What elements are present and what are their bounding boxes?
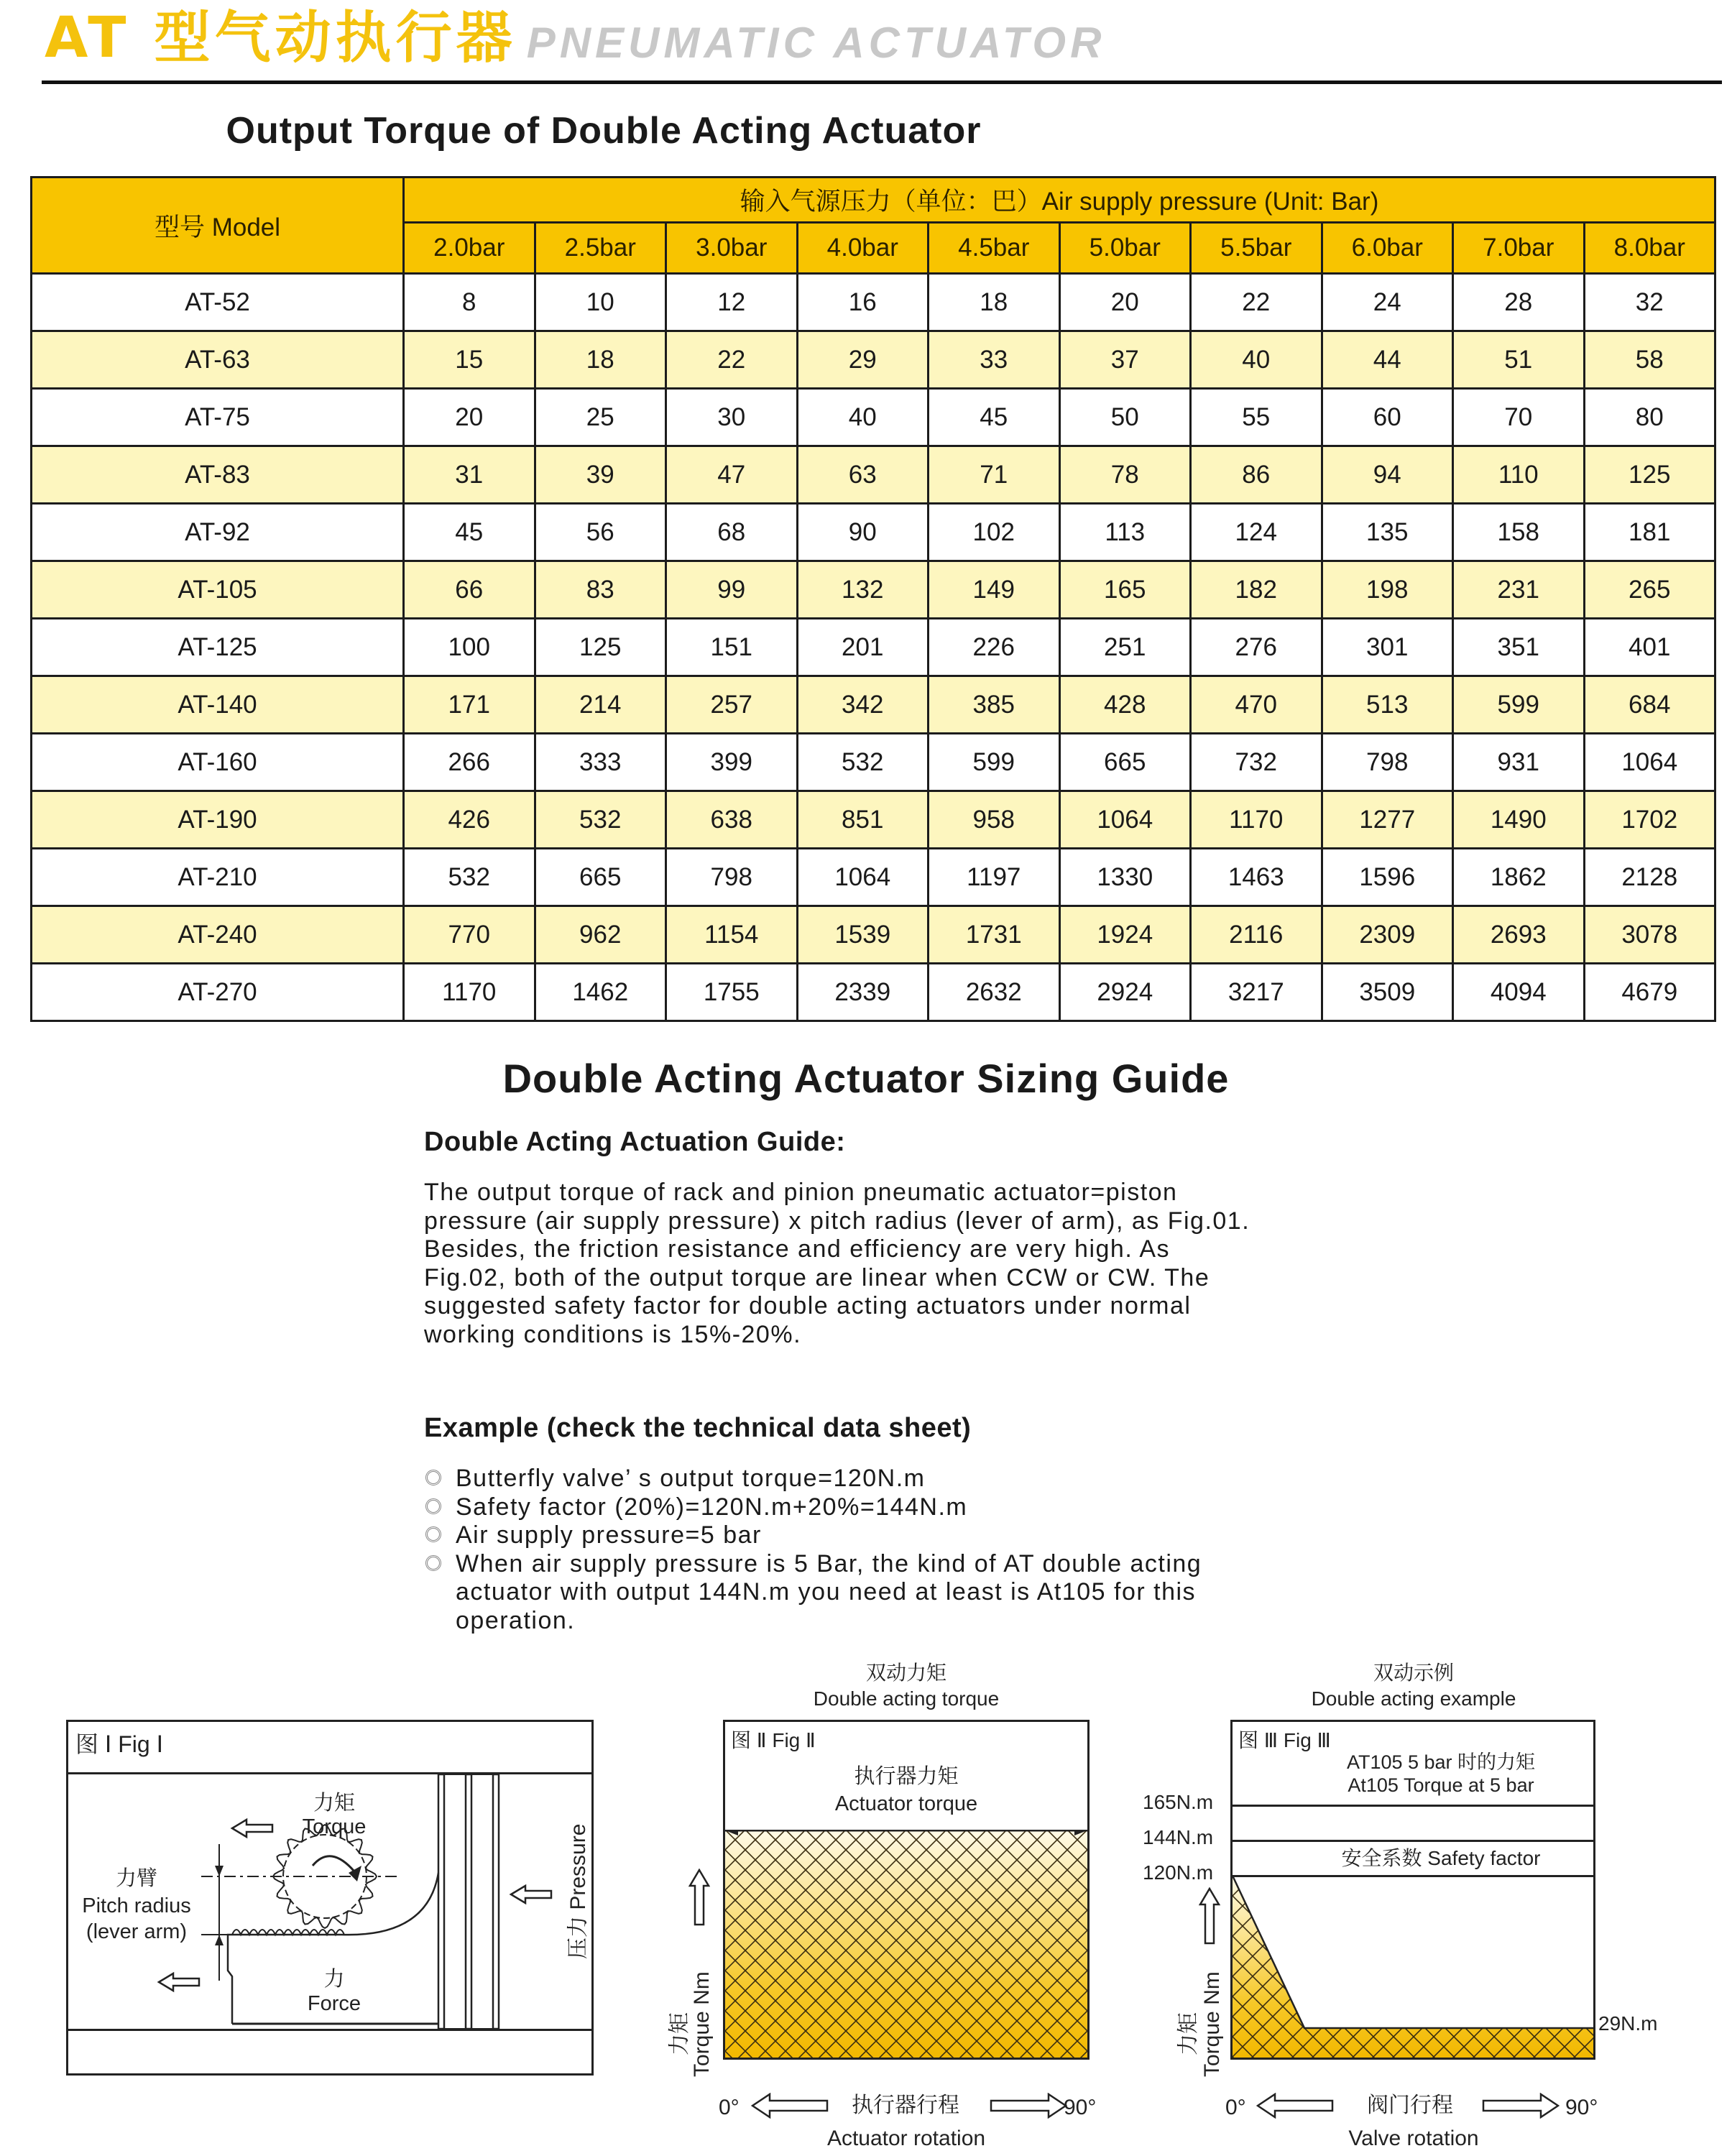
table-row [32, 561, 1715, 619]
torque-cell: 22 [1191, 274, 1322, 331]
torque-cell: 80 [1584, 389, 1715, 446]
line-144 [1233, 1840, 1593, 1842]
torque-cell: 426 [404, 791, 535, 849]
torque-cell: 30 [666, 389, 798, 446]
torque-cell: 47 [666, 446, 798, 504]
torque-cell: 428 [1059, 676, 1191, 734]
torque-cell: 931 [1453, 734, 1585, 791]
table-row [32, 676, 1715, 734]
torque-cell: 25 [535, 389, 666, 446]
torque-cell: 2309 [1322, 906, 1453, 964]
torque-cell: 665 [535, 849, 666, 906]
pressure-label: 压力 Pressure [566, 1823, 590, 1959]
torque-cell: 15 [404, 331, 535, 389]
figure-3-y-axis-en: Torque Nm [1200, 1971, 1224, 2077]
torque-cell: 1731 [929, 906, 1060, 964]
torque-cell: 8 [404, 274, 535, 331]
torque-cell: 684 [1584, 676, 1715, 734]
figure-1-rack-pinion [66, 1720, 594, 2076]
model-cell: AT-240 [32, 906, 404, 964]
torque-cell: 333 [535, 734, 666, 791]
bullet-circle-icon [425, 1526, 441, 1542]
torque-cell: 39 [535, 446, 666, 504]
model-cell: AT-125 [32, 619, 404, 676]
pressure-header-cell: 7.0bar [1453, 223, 1585, 274]
force-label-en: Force [307, 1992, 361, 2015]
model-cell: AT-75 [32, 389, 404, 446]
torque-cell: 90 [797, 504, 929, 561]
pressure-header-cell: 8.0bar [1584, 223, 1715, 274]
torque-cell: 68 [666, 504, 798, 561]
pressure-header-cell: 2.0bar [404, 223, 535, 274]
torque-cell: 1330 [1059, 849, 1191, 906]
model-column-header: 型号 Model [32, 178, 404, 274]
torque-cell: 665 [1059, 734, 1191, 791]
torque-cell: 12 [666, 274, 798, 331]
list-item: When air supply pressure is 5 Bar, the kind of AT double acting actuator with output 144N.m you need at least is At105 for this operation. [424, 1550, 1250, 1636]
torque-cell: 2128 [1584, 849, 1715, 906]
example-title: Example (check the technical data sheet) [424, 1413, 972, 1443]
tick-120: 120N.m [1143, 1861, 1214, 1884]
torque-cell: 40 [1191, 331, 1322, 389]
torque-cell: 16 [797, 274, 929, 331]
torque-cell: 276 [1191, 619, 1322, 676]
torque-cell: 51 [1453, 331, 1585, 389]
sizing-guide-title: Double Acting Actuator Sizing Guide [502, 1056, 1230, 1101]
torque-cell: 18 [929, 274, 1060, 331]
table-row [32, 446, 1715, 504]
table-row [32, 619, 1715, 676]
torque-cell: 4679 [1584, 964, 1715, 1021]
figure-2-caption-en: Double acting torque [813, 1687, 1000, 1710]
torque-label-cn: 力矩 [313, 1792, 355, 1815]
pressure-header-cell: 4.5bar [929, 223, 1060, 274]
torque-cell: 962 [535, 906, 666, 964]
torque-cell: 171 [404, 676, 535, 734]
end-value-29: 29N.m [1598, 2012, 1658, 2035]
torque-cell: 70 [1453, 389, 1585, 446]
left-arrow-icon [1256, 2093, 1335, 2119]
table-row [32, 849, 1715, 906]
torque-cell: 22 [666, 331, 798, 389]
figure-3-x-axis-cn: 阀门行程 [1367, 2093, 1453, 2117]
torque-cell: 113 [1059, 504, 1191, 561]
torque-cell: 266 [404, 734, 535, 791]
pressure-header-cell: 5.0bar [1059, 223, 1191, 274]
torque-cell: 83 [535, 561, 666, 619]
hatched-torque-area [725, 1830, 1087, 2058]
torque-cell: 32 [1584, 274, 1715, 331]
torque-cell: 1463 [1191, 849, 1322, 906]
torque-cell: 50 [1059, 389, 1191, 446]
torque-cell: 44 [1322, 331, 1453, 389]
line-165 [1233, 1805, 1593, 1807]
torque-cell: 599 [1453, 676, 1585, 734]
figure-2-y-axis-en: Torque Nm [690, 1971, 714, 2077]
list-item: Air supply pressure=5 bar [424, 1521, 1250, 1550]
torque-cell: 251 [1059, 619, 1191, 676]
torque-cell: 198 [1322, 561, 1453, 619]
pitch-radius-label-en: Pitch radius [82, 1894, 191, 1917]
actuator-torque-en: Actuator torque [834, 1792, 978, 1815]
torque-cell: 1924 [1059, 906, 1191, 964]
torque-cell: 2924 [1059, 964, 1191, 1021]
torque-cell: 1277 [1322, 791, 1453, 849]
pressure-header-cell: 4.0bar [797, 223, 929, 274]
model-cell: AT-105 [32, 561, 404, 619]
table-row [32, 389, 1715, 446]
brand-title-en: PNEUMATIC ACTUATOR [526, 19, 1106, 67]
torque-table [30, 176, 1716, 1022]
torque-cell: 45 [404, 504, 535, 561]
torque-cell: 40 [797, 389, 929, 446]
torque-cell: 1596 [1322, 849, 1453, 906]
torque-cell: 1702 [1584, 791, 1715, 849]
torque-cell: 165 [1059, 561, 1191, 619]
table-row [32, 274, 1715, 331]
torque-cell: 158 [1453, 504, 1585, 561]
torque-cell: 532 [404, 849, 535, 906]
pressure-header-cell: 3.0bar [666, 223, 798, 274]
torque-cell: 851 [797, 791, 929, 849]
torque-cell: 45 [929, 389, 1060, 446]
pressure-header-cell: 2.5bar [535, 223, 666, 274]
torque-cell: 351 [1453, 619, 1585, 676]
model-cell: AT-52 [32, 274, 404, 331]
y-axis-up-arrow-icon [688, 1869, 710, 1926]
figure-3-x-start: 0° [1225, 2096, 1246, 2119]
torque-cell: 102 [929, 504, 1060, 561]
torque-cell: 182 [1191, 561, 1322, 619]
model-cell: AT-92 [32, 504, 404, 561]
figure-2-y-axis-cn: 力矩 [668, 2012, 691, 2055]
torque-cell: 599 [929, 734, 1060, 791]
hatched-example-area [1233, 1876, 1593, 2058]
figure-3-x-end: 90° [1565, 2096, 1598, 2119]
torque-cell: 60 [1322, 389, 1453, 446]
torque-cell: 3509 [1322, 964, 1453, 1021]
model-cell: AT-210 [32, 849, 404, 906]
figure-3-caption-cn: 双动示例 [1373, 1662, 1454, 1684]
torque-cell: 71 [929, 446, 1060, 504]
figure-2-x-axis-cn: 执行器行程 [852, 2093, 959, 2117]
torque-cell: 28 [1453, 274, 1585, 331]
torque-cell: 33 [929, 331, 1060, 389]
torque-cell: 56 [535, 504, 666, 561]
lever-arm-label: (lever arm) [86, 1920, 188, 1943]
torque-cell: 3078 [1584, 906, 1715, 964]
torque-cell: 149 [929, 561, 1060, 619]
pressure-header-cell: 5.5bar [1191, 223, 1322, 274]
figure-2-torque-chart [723, 1720, 1090, 2060]
figure-2-label: 图 Ⅱ Fig Ⅱ [731, 1729, 816, 1751]
torque-cell: 124 [1191, 504, 1322, 561]
pitch-radius-label-cn: 力臂 [115, 1867, 157, 1890]
page-header [45, 6, 1105, 70]
torque-cell: 58 [1584, 331, 1715, 389]
torque-cell: 231 [1453, 561, 1585, 619]
torque-cell: 342 [797, 676, 929, 734]
torque-cell: 1154 [666, 906, 798, 964]
torque-cell: 10 [535, 274, 666, 331]
torque-cell: 532 [535, 791, 666, 849]
torque-cell: 125 [535, 619, 666, 676]
figure-2-x-start: 0° [719, 2096, 740, 2119]
torque-cell: 100 [404, 619, 535, 676]
model-cell: AT-160 [32, 734, 404, 791]
torque-cell: 99 [666, 561, 798, 619]
torque-cell: 1064 [1584, 734, 1715, 791]
torque-cell: 37 [1059, 331, 1191, 389]
torque-cell: 29 [797, 331, 929, 389]
torque-cell: 1462 [535, 964, 666, 1021]
figure-3-y-axis-cn: 力矩 [1176, 2012, 1200, 2055]
table-row [32, 504, 1715, 561]
torque-cell: 401 [1584, 619, 1715, 676]
torque-cell: 1170 [404, 964, 535, 1021]
brand-title-cn: AT 型气动执行器 [45, 6, 517, 70]
torque-cell: 20 [404, 389, 535, 446]
torque-label-en: Torque [302, 1815, 367, 1838]
table-row [32, 734, 1715, 791]
pressure-group-header: 输入气源压力（单位：巴）Air supply pressure (Unit: Bar) [404, 178, 1715, 223]
torque-cell: 798 [1322, 734, 1453, 791]
torque-cell: 1197 [929, 849, 1060, 906]
bullet-circle-icon [425, 1470, 441, 1485]
model-cell: AT-270 [32, 964, 404, 1021]
torque-cell: 2693 [1453, 906, 1585, 964]
torque-cell: 1862 [1453, 849, 1585, 906]
left-arrow-icon [751, 2093, 830, 2119]
torque-table-body [32, 274, 1715, 1021]
torque-cell: 798 [666, 849, 798, 906]
torque-cell: 470 [1191, 676, 1322, 734]
figure-3-line2: At105 Torque at 5 bar [1348, 1774, 1534, 1796]
bullet-circle-icon [425, 1498, 441, 1514]
figure-3-caption-en: Double acting example [1311, 1687, 1516, 1710]
figure-3-caption [1230, 1660, 1597, 1712]
figure-3-line1: AT105 5 bar 时的力矩 [1346, 1751, 1536, 1773]
torque-cell: 732 [1191, 734, 1322, 791]
torque-cell: 151 [666, 619, 798, 676]
figure-2-x-end: 90° [1064, 2096, 1097, 2119]
header-divider [42, 80, 1722, 84]
model-cell: AT-190 [32, 791, 404, 849]
figure-3-label: 图 Ⅲ Fig Ⅲ [1238, 1729, 1331, 1751]
actuation-guide-subtitle: Double Acting Actuation Guide: [424, 1127, 846, 1157]
torque-cell: 2116 [1191, 906, 1322, 964]
torque-cell: 55 [1191, 389, 1322, 446]
table-title: Output Torque of Double Acting Actuator [226, 110, 982, 152]
figure-2-caption-cn: 双动力矩 [865, 1662, 946, 1684]
torque-cell: 265 [1584, 561, 1715, 619]
figure-2-caption [723, 1660, 1090, 1712]
tick-165: 165N.m [1143, 1791, 1214, 1813]
torque-cell: 110 [1453, 446, 1585, 504]
torque-cell: 63 [797, 446, 929, 504]
torque-cell: 201 [797, 619, 929, 676]
torque-cell: 2339 [797, 964, 929, 1021]
torque-cell: 24 [1322, 274, 1453, 331]
torque-cell: 958 [929, 791, 1060, 849]
actuation-guide-paragraph: The output torque of rack and pinion pneumatic actuator=piston pressure (air supply pressure) x pitch radius (lever of arm), as Fig.01. Besides, the friction resistance and efficiency are very high. As Fig.02, both of the output torque are linear when CCW or CW. The suggested safety factor for double acting actuators under normal working conditions is 15%-20%. [424, 1179, 1250, 1348]
example-list [424, 1465, 1250, 1635]
table-row [32, 791, 1715, 849]
torque-cell: 301 [1322, 619, 1453, 676]
figure-3-x-axis-en: Valve rotation [1348, 2127, 1479, 2150]
safety-factor-label: 安全系数 Safety factor [1341, 1847, 1541, 1869]
torque-cell: 1170 [1191, 791, 1322, 849]
torque-cell: 1490 [1453, 791, 1585, 849]
torque-cell: 770 [404, 906, 535, 964]
torque-cell: 86 [1191, 446, 1322, 504]
table-row [32, 964, 1715, 1021]
bullet-circle-icon [425, 1555, 441, 1571]
torque-cell: 1064 [797, 849, 929, 906]
torque-cell: 181 [1584, 504, 1715, 561]
model-cell: AT-63 [32, 331, 404, 389]
torque-cell: 3217 [1191, 964, 1322, 1021]
torque-cell: 399 [666, 734, 798, 791]
torque-cell: 226 [929, 619, 1060, 676]
figure-3-example-chart [1230, 1720, 1595, 2060]
actuator-torque-cn: 执行器力矩 [854, 1765, 959, 1788]
model-cell: AT-83 [32, 446, 404, 504]
torque-cell: 638 [666, 791, 798, 849]
torque-cell: 125 [1584, 446, 1715, 504]
table-row [32, 331, 1715, 389]
torque-cell: 1539 [797, 906, 929, 964]
torque-cell: 4094 [1453, 964, 1585, 1021]
figure-1-label: 图 Ⅰ Fig Ⅰ [75, 1731, 164, 1757]
y-axis-up-arrow-icon [1199, 1887, 1220, 1945]
force-label-cn: 力 [323, 1968, 345, 1991]
torque-cell: 1064 [1059, 791, 1191, 849]
torque-cell: 94 [1322, 446, 1453, 504]
figure-2-x-axis-en: Actuator rotation [826, 2127, 986, 2150]
torque-cell: 18 [535, 331, 666, 389]
torque-cell: 214 [535, 676, 666, 734]
torque-cell: 31 [404, 446, 535, 504]
torque-cell: 385 [929, 676, 1060, 734]
torque-cell: 513 [1322, 676, 1453, 734]
torque-cell: 1755 [666, 964, 798, 1021]
torque-cell: 2632 [929, 964, 1060, 1021]
list-item: Safety factor (20%)=120N.m+20%=144N.m [424, 1493, 1250, 1522]
torque-cell: 132 [797, 561, 929, 619]
torque-cell: 20 [1059, 274, 1191, 331]
torque-cell: 532 [797, 734, 929, 791]
tick-144: 144N.m [1143, 1826, 1214, 1848]
torque-cell: 257 [666, 676, 798, 734]
torque-cell: 135 [1322, 504, 1453, 561]
pressure-header-cell: 6.0bar [1322, 223, 1453, 274]
right-arrow-icon [1480, 2093, 1560, 2119]
torque-cell: 66 [404, 561, 535, 619]
table-row [32, 906, 1715, 964]
model-cell: AT-140 [32, 676, 404, 734]
torque-cell: 78 [1059, 446, 1191, 504]
list-item: Butterfly valve’ s output torque=120N.m [424, 1465, 1250, 1493]
right-arrow-icon [988, 2093, 1067, 2119]
